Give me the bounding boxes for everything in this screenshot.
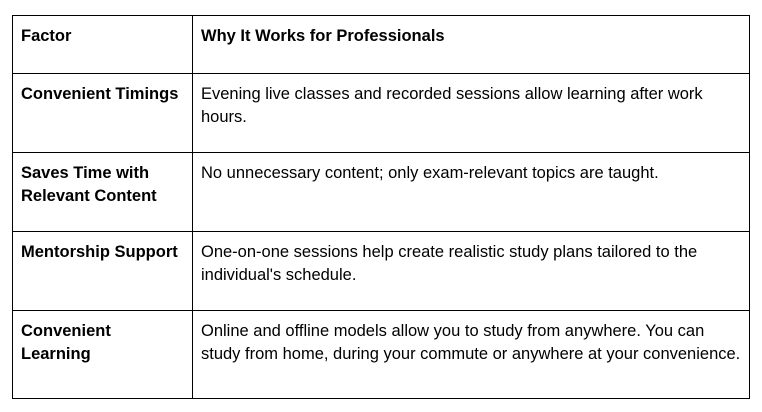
header-why: Why It Works for Professionals xyxy=(193,16,750,74)
row-factor: Convenient Learning xyxy=(13,311,193,399)
factors-table xyxy=(12,15,750,399)
row-why: Evening live classes and recorded sessions allow learning after work hours. xyxy=(193,74,750,153)
row-why: No unnecessary content; only exam-relevant topics are taught. xyxy=(193,153,750,232)
header-factor: Factor xyxy=(13,16,193,74)
row-factor: Saves Time with Relevant Content xyxy=(13,153,193,232)
table-row xyxy=(13,74,750,153)
row-why: Online and offline models allow you to study from anywhere. You can study from home, during your commute or anywhere at your convenience. xyxy=(193,311,750,399)
row-factor: Mentorship Support xyxy=(13,232,193,311)
row-why: One-on-one sessions help create realistic study plans tailored to the individual's schedule. xyxy=(193,232,750,311)
table-row xyxy=(13,153,750,232)
table-header-row xyxy=(13,16,750,74)
table-row xyxy=(13,232,750,311)
table-row xyxy=(13,311,750,399)
row-factor: Convenient Timings xyxy=(13,74,193,153)
